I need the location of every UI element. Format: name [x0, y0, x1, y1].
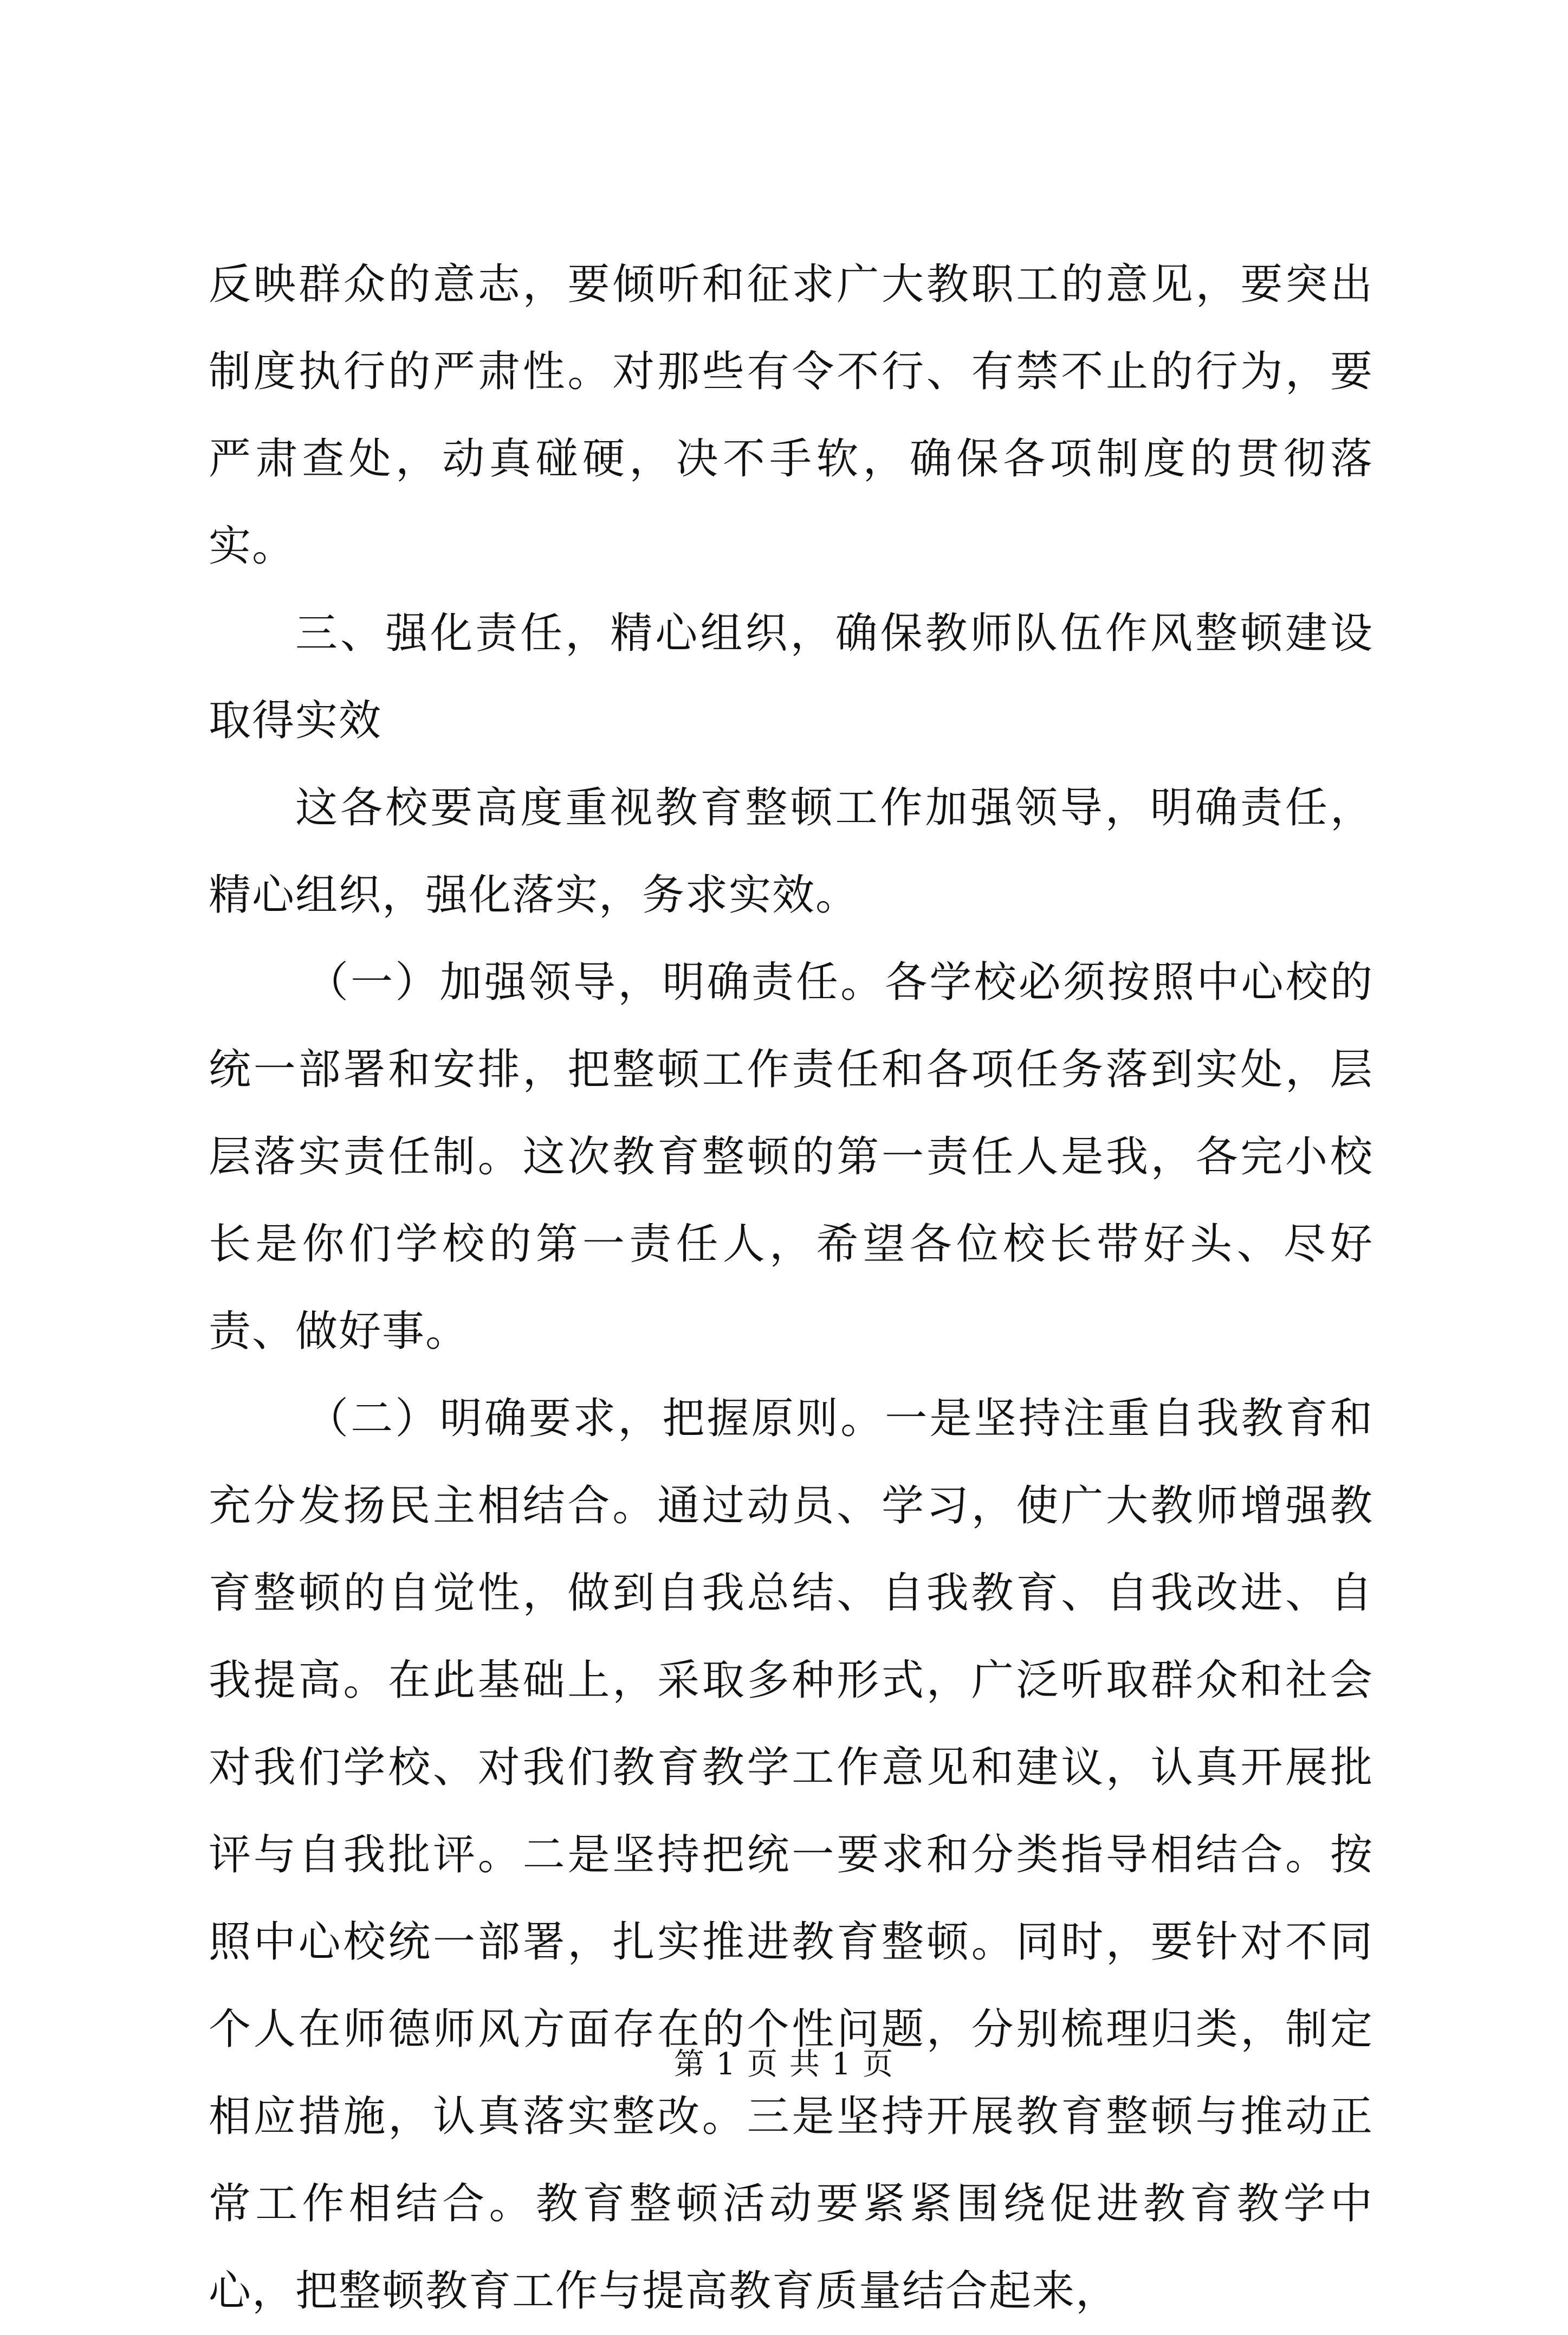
- page-footer: 第 1 页 共 1 页: [673, 2047, 895, 2082]
- document-body: [209, 241, 1373, 2335]
- section-heading-three: 三、强化责任，精心组织，确保教师队伍作风整顿建设取得实效: [209, 609, 1373, 745]
- paragraph-continuation: 反映群众的意志，要倾听和征求广大教职工的意见，要突出制度执行的严肃性。对那些有令不行、有禁不止的行为，要严肃查处，动真碰硬，决不手软，确保各项制度的贯彻落实。: [209, 260, 1373, 571]
- paragraph-item-one: （一）加强领导，明确责任。各学校必须按照中心校的统一部署和安排，把整顿工作责任和各项任务落到实处，层层落实责任制。这次教育整顿的第一责任人是我，各完小校长是你们学校的第一责任人，希望各位校长带好头、尽好责、做好事。: [209, 958, 1373, 1356]
- paragraph-item-two: （二）明确要求，把握原则。一是坚持注重自我教育和充分发扬民主相结合。通过动员、学习，使广大教师增强教育整顿的自觉性，做到自我总结、自我教育、自我改进、自我提高。在此基础上，采取多种形式，广泛听取群众和社会对我们学校、对我们教育教学工作意见和建议，认真开展批评与自我批评。二是坚持把统一要求和分类指导相结合。按照中心校统一部署，扎实推进教育整顿。同时，要针对不同个人在师德师风方面存在的个性问题，分别梳理归类，制定相应措施，认真落实整改。三是坚持开展教育整顿与推动正常工作相结合。教育整顿活动要紧紧围绕促进教育教学中心，把整顿教育工作与提高教育质量结合起来，: [209, 1394, 1373, 2315]
- paragraph-intro: 这各校要高度重视教育整顿工作加强领导，明确责任，精心组织，强化落实，务求实效。: [209, 784, 1373, 920]
